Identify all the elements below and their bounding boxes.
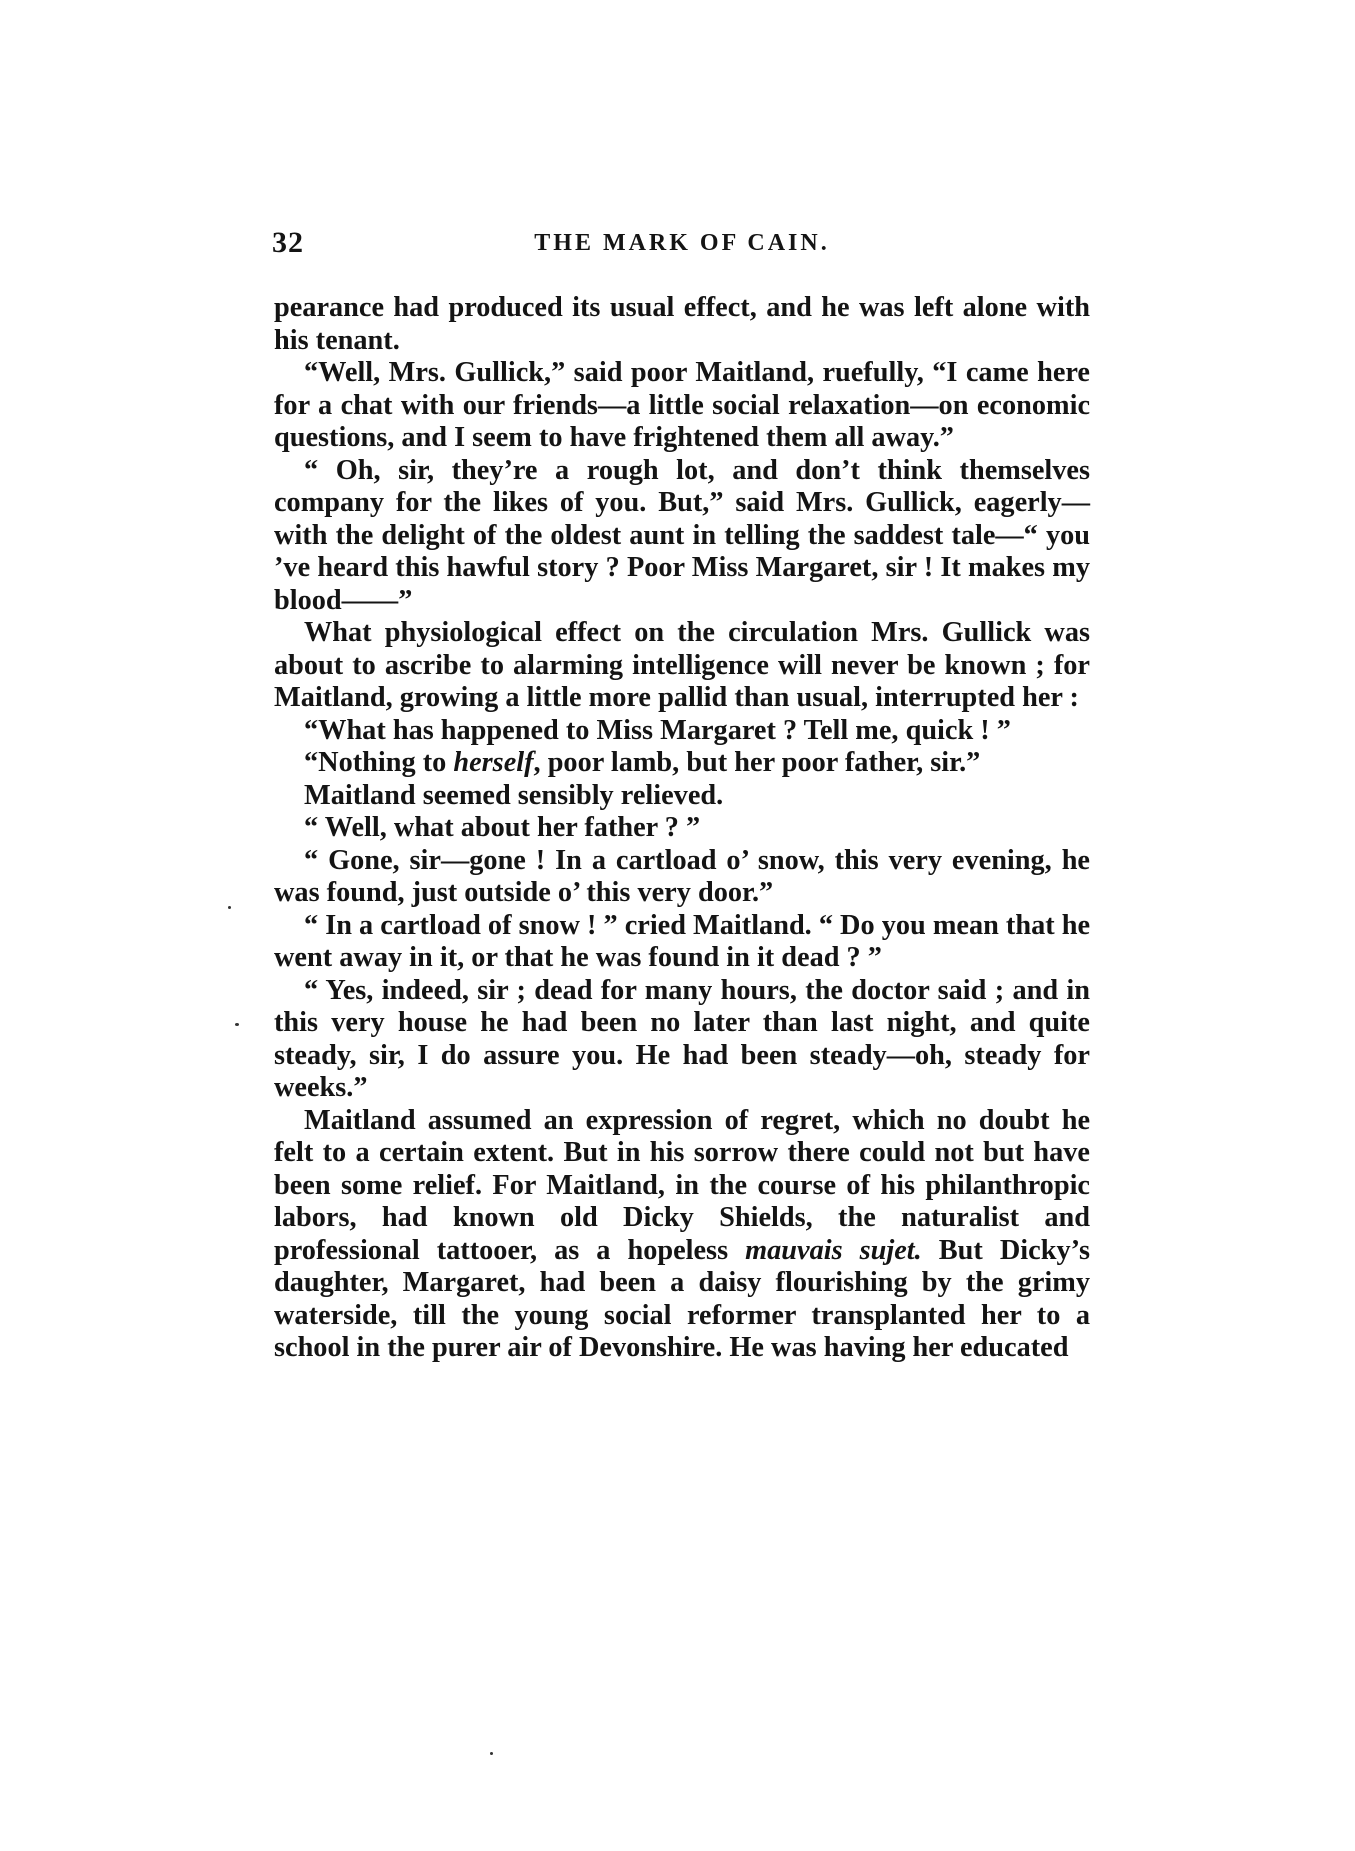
- paragraph: “Well, Mrs. Gullick,” said poor Maitland, ruefully, “I came here for a chat with our friends—a little social relaxation—on economic questions, and I seem to have frightened them all away.”: [274, 357, 1090, 453]
- margin-speck: [235, 1023, 239, 1026]
- paragraph: pearance had produced its usual effect, and he was left alone with his tenant.: [274, 292, 1090, 356]
- paragraph: “ Gone, sir—gone ! In a cartload o’ snow, this very evening, he was found, just outside o’ this very door.”: [274, 844, 1090, 908]
- margin-speck: [228, 906, 231, 909]
- body-text: [274, 292, 1090, 1365]
- paragraph: “ Well, what about her father ? ”: [304, 812, 701, 843]
- paragraph: Maitland assumed an expression of regret, which no doubt he felt to a certain extent. But in his sorrow there could not but have been some relief. For Maitland, in the course of his philanthropic labors, had known old Dicky Shields, the naturalist and professional tattooer, as a hopeless mauvais sujet. But Dicky’s daughter, Margaret, had been a daisy flourishing by the grimy waterside, till the young social reformer transplanted her to a school in the purer air of Devonshire. He was having her educated: [274, 1104, 1090, 1363]
- running-title: THE MARK OF CAIN.: [534, 230, 830, 256]
- italic-text: mauvais sujet.: [745, 1234, 922, 1266]
- paragraph: “Nothing to herself, poor lamb, but her poor father, sir.”: [304, 747, 981, 778]
- paragraph: “ Yes, indeed, sir ; dead for many hours, the doctor said ; and in this very house he had been no later than last night, and quite steady, sir, I do assure you. He had been steady—oh, steady for weeks.”: [274, 974, 1090, 1103]
- paragraph: “ In a cartload of snow ! ” cried Maitland. “ Do you mean that he went away in it, or that he was found in it dead ? ”: [274, 909, 1091, 973]
- italic-text: herself: [453, 747, 534, 778]
- paragraph: Maitland seemed sensibly relieved.: [304, 779, 724, 811]
- page-number: 32: [272, 226, 304, 259]
- running-header: [272, 226, 1092, 262]
- margin-speck: [490, 1752, 493, 1755]
- paragraph: What physiological effect on the circulation Mrs. Gullick was about to ascribe to alarming intelligence will never be known ; for Maitland, growing a little more pallid than usual, interrupted her :: [274, 617, 1090, 713]
- paragraph: “What has happened to Miss Margaret ? Tell me, quick ! ”: [304, 714, 1011, 746]
- paragraph: “ Oh, sir, they’re a rough lot, and don’t think themselves company for the likes of you. But,” said Mrs. Gullick, eagerly—with the delight of the oldest aunt in telling the saddest tale—“ you ’ve heard this hawful story ? Poor Miss Margaret, sir ! It makes my blood——”: [274, 454, 1090, 616]
